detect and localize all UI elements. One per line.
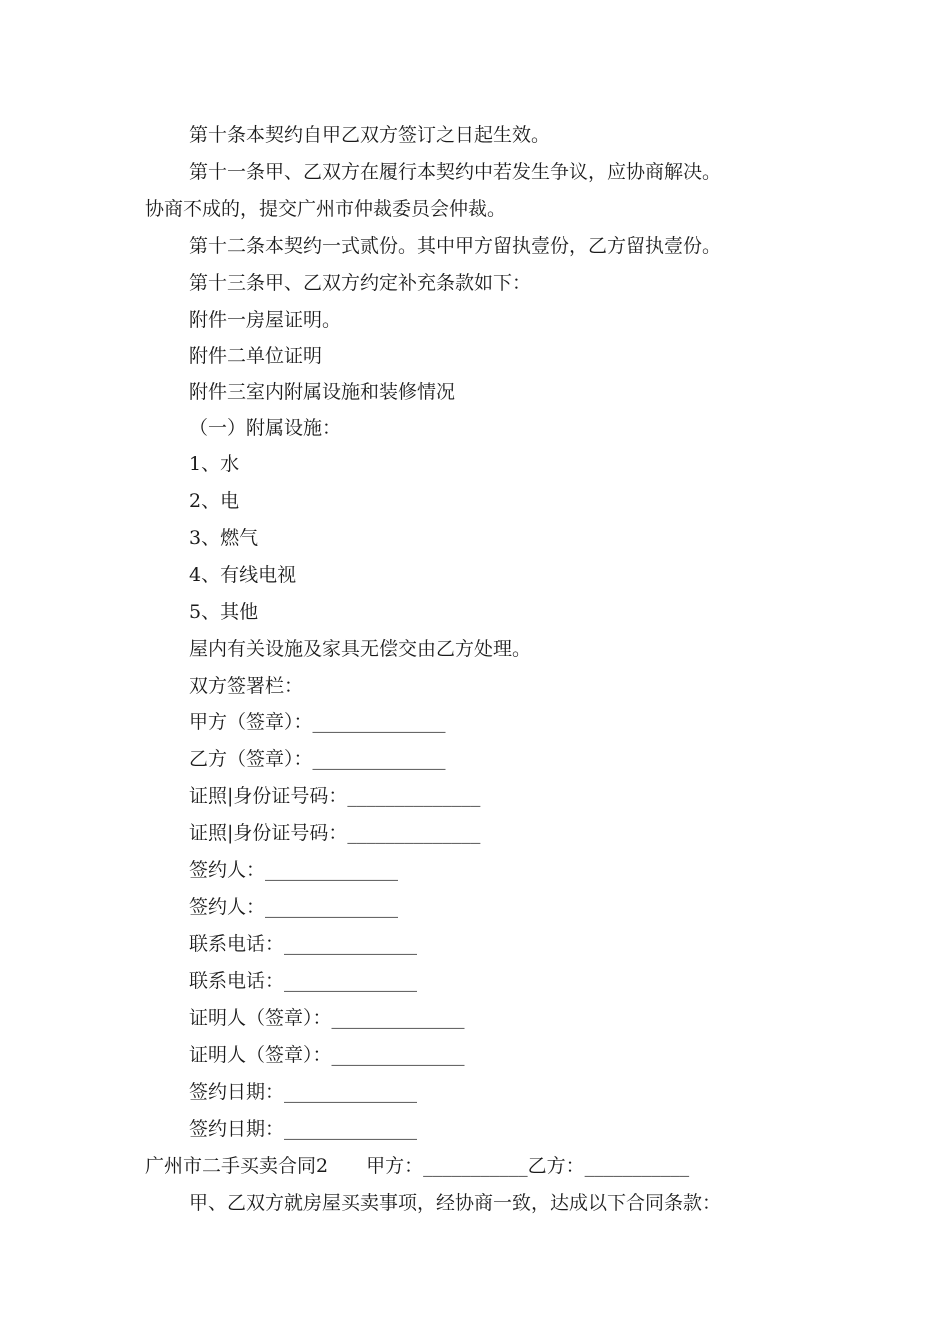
- attachment-1: 附件一房屋证明。: [189, 309, 342, 331]
- facility-item: 3、燃气: [189, 527, 259, 549]
- clause-11: 第十一条甲、乙双方在履行本契约中若发生争议，应协商解决。: [189, 161, 722, 183]
- clause-13: 第十三条甲、乙双方约定补充条款如下：: [189, 272, 532, 294]
- signature-line: 签约日期：______________: [189, 1118, 418, 1140]
- signature-line: 甲方（签章）：______________: [189, 711, 446, 733]
- signature-line: 证照|身份证号码：______________: [189, 822, 481, 844]
- facilities-note: 屋内有关设施及家具无偿交由乙方处理。: [189, 638, 532, 660]
- contract-2-title: 广州市二手买卖合同2 甲方：___________乙方：___________: [145, 1155, 690, 1177]
- facility-item: 4、有线电视: [189, 564, 297, 586]
- contract-2-intro: 甲、乙双方就房屋买卖事项，经协商一致，达成以下合同条款：: [189, 1192, 722, 1214]
- signature-line: 签约日期：______________: [189, 1081, 418, 1103]
- clause-12: 第十二条本契约一式贰份。其中甲方留执壹份，乙方留执壹份。: [189, 235, 722, 257]
- facilities-heading: （一）附属设施：: [189, 417, 342, 439]
- attachment-2: 附件二单位证明: [189, 345, 323, 367]
- signature-section-heading: 双方签署栏：: [189, 675, 304, 697]
- attachment-3: 附件三室内附属设施和装修情况: [189, 381, 456, 403]
- signature-line: 证照|身份证号码：______________: [189, 785, 481, 807]
- signature-line: 签约人：______________: [189, 896, 399, 918]
- signature-line: 签约人：______________: [189, 859, 399, 881]
- signature-line: 证明人（签章）：______________: [189, 1044, 465, 1066]
- clause-11-continued: 协商不成的，提交广州市仲裁委员会仲裁。: [145, 198, 507, 220]
- clause-10: 第十条本契约自甲乙双方签订之日起生效。: [189, 124, 551, 146]
- facility-item: 5、其他: [189, 601, 259, 623]
- signature-line: 联系电话：______________: [189, 933, 418, 955]
- signature-line: 联系电话：______________: [189, 970, 418, 992]
- facility-item: 1、水: [189, 453, 240, 475]
- facility-item: 2、电: [189, 490, 240, 512]
- signature-line: 证明人（签章）：______________: [189, 1007, 465, 1029]
- signature-line: 乙方（签章）：______________: [189, 748, 446, 770]
